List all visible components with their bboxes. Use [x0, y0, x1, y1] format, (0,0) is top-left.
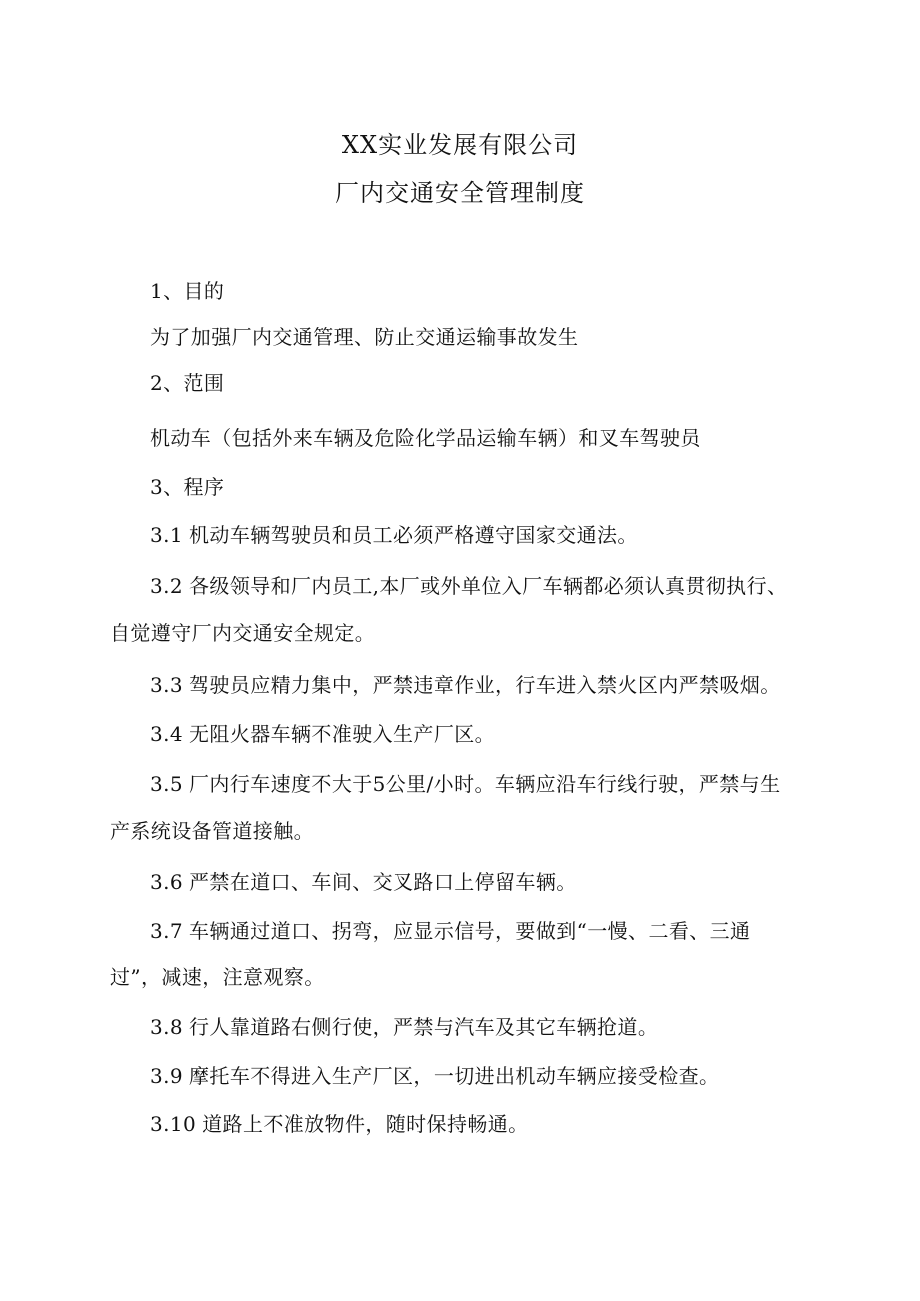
item-text: 摩托车不得进入生产厂区，一切进出机动车辆应接受检查。	[189, 1064, 720, 1088]
list-item	[150, 869, 577, 895]
item-continuation: 产系统设备管道接触。	[110, 819, 314, 843]
list-item	[150, 771, 780, 797]
item-number: 3.4	[150, 722, 184, 746]
item-number: 3.5	[150, 772, 184, 796]
item-text: 驾驶员应精力集中，严禁违章作业，行车进入禁火区内严禁吸烟。	[189, 673, 781, 697]
item-number: 3.1	[150, 523, 184, 547]
item-text: 严禁在道口、车间、交叉路口上停留车辆。	[189, 870, 577, 894]
section-heading-procedure: 3、程序	[150, 475, 225, 499]
list-item	[150, 522, 638, 548]
list-item	[150, 918, 750, 944]
item-continuation: 过”，减速，注意观察。	[110, 965, 325, 989]
item-text: 厂内行车速度不大于5公里/小时。车辆应沿车行线行驶，严禁与生	[189, 772, 781, 796]
item-text: 各级领导和厂内员工,本厂或外单位入厂车辆都必须认真贯彻执行、	[189, 574, 788, 598]
list-item	[150, 1014, 658, 1040]
company-name: XX实业发展有限公司	[341, 131, 579, 159]
item-text: 无阻火器车辆不准驶入生产厂区。	[189, 722, 496, 746]
item-number: 3.8	[150, 1015, 184, 1039]
item-continuation: 自觉遵守厂内交通安全规定。	[110, 621, 376, 645]
item-text: 道路上不准放物件，随时保持畅通。	[202, 1112, 529, 1136]
list-item	[150, 1063, 719, 1089]
item-number: 3.10	[150, 1112, 197, 1136]
section-body-scope: 机动车（包括外来车辆及危险化学品运输车辆）和叉车驾驶员	[150, 426, 701, 450]
item-number: 3.9	[150, 1064, 184, 1088]
item-number: 3.2	[150, 574, 184, 598]
item-text: 机动车辆驾驶员和员工必须严格遵守国家交通法。	[189, 523, 638, 547]
list-item	[150, 573, 787, 599]
section-body-purpose: 为了加强厂内交通管理、防止交通运输事故发生	[150, 325, 579, 349]
item-number: 3.3	[150, 673, 184, 697]
item-number: 3.7	[150, 919, 184, 943]
item-text: 行人靠道路右侧行使，严禁与汽车及其它车辆抢道。	[189, 1015, 659, 1039]
list-item	[150, 1111, 529, 1137]
section-heading-scope: 2、范围	[150, 371, 225, 395]
document-title: 厂内交通安全管理制度	[335, 179, 585, 207]
item-text: 车辆通过道口、拐弯，应显示信号，要做到“一慢、二看、三通	[189, 919, 751, 943]
section-heading-purpose: 1、目的	[150, 279, 225, 303]
list-item	[150, 672, 781, 698]
item-number: 3.6	[150, 870, 184, 894]
list-item	[150, 721, 495, 747]
